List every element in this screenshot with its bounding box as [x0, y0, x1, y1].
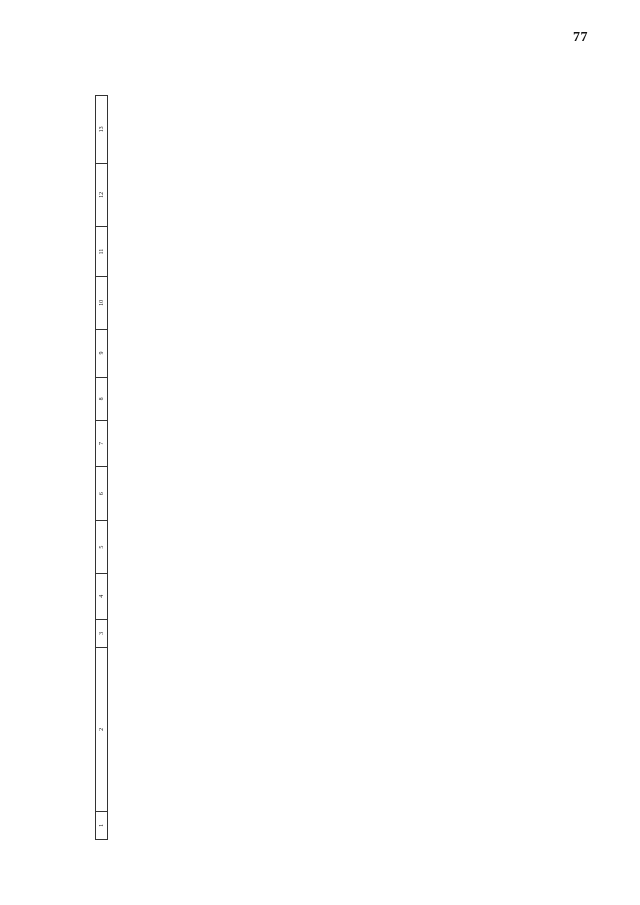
- table-header-row: [96, 96, 108, 840]
- registry-table: [95, 95, 555, 840]
- column-header: 2: [96, 648, 108, 812]
- rotated-table-container: [95, 95, 555, 840]
- table-body: [108, 96, 555, 840]
- column-header: 10: [96, 277, 108, 329]
- column-header: 8: [96, 377, 108, 421]
- column-header: 4: [96, 573, 108, 619]
- column-header: 7: [96, 421, 108, 467]
- page-number: 77: [573, 30, 588, 45]
- column-header: 1: [96, 811, 108, 839]
- column-header: 3: [96, 619, 108, 647]
- column-header: 12: [96, 163, 108, 226]
- column-header: 6: [96, 466, 108, 521]
- column-header: 9: [96, 329, 108, 377]
- column-header: 5: [96, 521, 108, 573]
- column-header: 11: [96, 226, 108, 276]
- column-header: 13: [96, 96, 108, 164]
